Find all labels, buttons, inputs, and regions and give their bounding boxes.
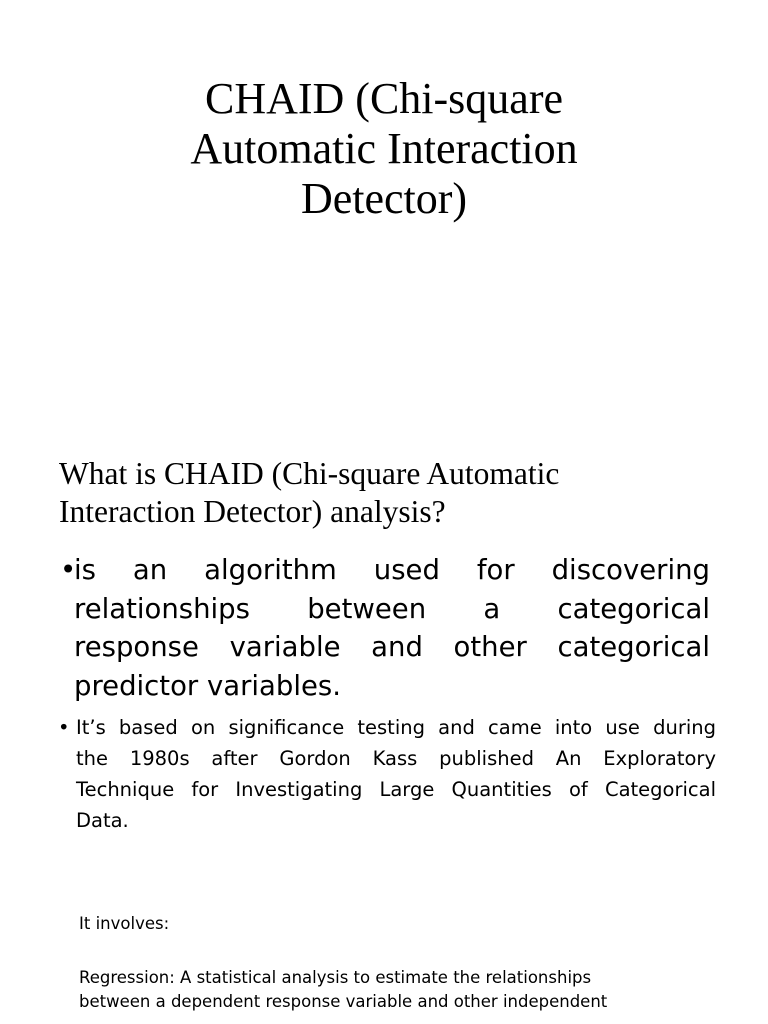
bullet-line: response variable and other categorical <box>74 631 710 664</box>
bullet-line: Technique for Investigating Large Quantities of Categorical <box>76 778 716 801</box>
heading-line: Interaction Detector) analysis? <box>59 494 446 529</box>
regression-paragraph <box>79 966 719 1013</box>
bullet-line: relationships between a categorical <box>74 592 710 625</box>
bullet-line: Data. <box>76 809 129 832</box>
paragraph-line: Regression: A statistical analysis to estimate the relationships <box>79 968 592 987</box>
title-line: Automatic Interaction <box>190 124 578 173</box>
bullet-line: the 1980s after Gordon Kass published An Exploratory <box>76 747 716 770</box>
bullet-point-definition <box>60 551 710 706</box>
bullet-icon: • <box>58 716 70 739</box>
heading-line: What is CHAID (Chi-square Automatic <box>59 456 560 491</box>
bullet-line: It’s based on significance testing and came into use during <box>76 716 716 739</box>
section-heading <box>59 455 719 531</box>
page-title <box>84 74 684 224</box>
bullet-line: predictor variables. <box>74 670 341 703</box>
bullet-icon: • <box>60 554 77 586</box>
title-line: CHAID (Chi-square <box>204 74 564 123</box>
title-line: Detector) <box>300 174 468 223</box>
involves-label: It involves: <box>79 914 170 933</box>
bullet-point-history <box>58 712 716 836</box>
paragraph-line: between a dependent response variable and other independent <box>79 991 608 1011</box>
bullet-line: is an algorithm used for discovering <box>74 554 710 586</box>
